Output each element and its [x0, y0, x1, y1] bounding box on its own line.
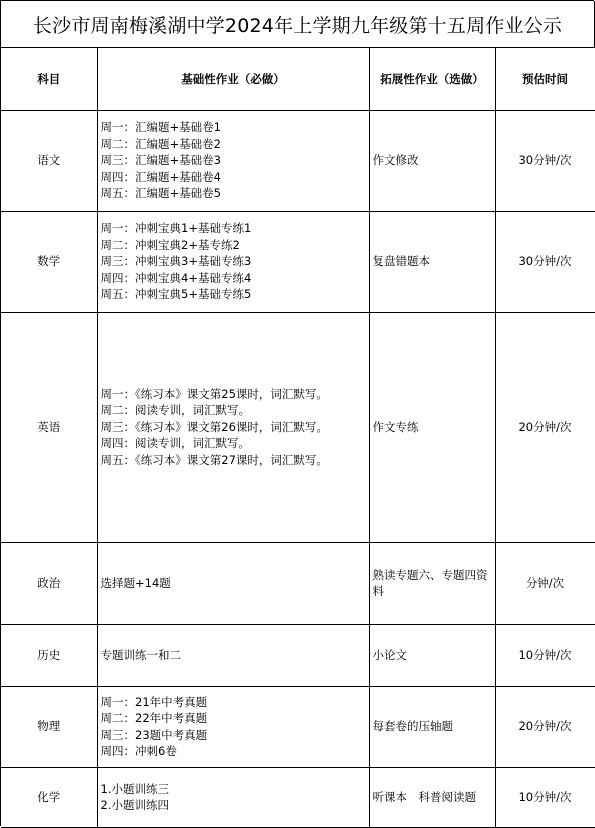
subject-cell: 物理 [1, 686, 97, 767]
basic-line: 周三：冲刺宝典3+基础专练3 [100, 254, 252, 269]
time-cell: 30分钟/次 [495, 211, 595, 312]
subject-cell: 数学 [1, 211, 97, 312]
basic-line: 周五：《练习本》课文第27课时，词汇默写。 [100, 452, 328, 467]
basic-line: 周三：汇编题+基础卷3 [100, 153, 221, 168]
basic-line: 选择题+14题 [100, 575, 171, 590]
extended-cell: 复盘错题本 [369, 211, 495, 312]
extended-cell: 作文专练 [369, 312, 495, 542]
basic-cell [97, 624, 369, 686]
basic-line: 周一：21年中考真题 [100, 694, 208, 709]
page-title: 长沙市周南梅溪湖中学2024年上学期九年级第十五周作业公示 [1, 1, 595, 48]
extended-cell [369, 542, 495, 624]
extended-cell: 作文修改 [369, 110, 495, 211]
basic-line: 1.小题训练三 [100, 781, 169, 796]
header-time: 预估时间 [495, 48, 595, 110]
basic-cell [97, 767, 369, 827]
extended-cell: 每套卷的压轴题 [369, 686, 495, 767]
subject-cell: 英语 [1, 312, 97, 542]
subject-cell: 化学 [1, 767, 97, 827]
basic-line: 周二：22年中考真题 [100, 711, 208, 725]
basic-line: 周二：汇编题+基础卷2 [100, 136, 221, 151]
basic-cell [97, 312, 369, 542]
basic-cell [97, 211, 369, 312]
basic-line: 专题训练一和二 [100, 647, 181, 662]
basic-line: 周四：冲刺宝典4+基础专练4 [100, 270, 252, 285]
time-cell: 20分钟/次 [495, 312, 595, 542]
time-cell: 分钟/次 [495, 542, 595, 624]
time-cell: 10分钟/次 [495, 624, 595, 686]
basic-cell [97, 686, 369, 767]
subject-cell: 政治 [1, 542, 97, 624]
subject-cell: 历史 [1, 624, 97, 686]
table-row [1, 110, 595, 211]
basic-line: 周五：汇编题+基础卷5 [100, 186, 221, 201]
basic-line: 周二：冲刺宝典2+基专练2 [100, 237, 240, 252]
header-basic: 基础性作业（必做） [97, 48, 369, 110]
basic-line: 周一：《练习本》课文第25课时，词汇默写。 [100, 386, 328, 401]
header-row [1, 48, 595, 110]
table-row [1, 686, 595, 767]
header-extended: 拓展性作业（选做） [369, 48, 495, 110]
table-row [1, 312, 595, 542]
basic-line: 周四：冲刺6卷 [100, 744, 177, 758]
extended-cell: 听课本 科普阅读题 [369, 767, 495, 827]
table-row [1, 767, 595, 827]
extended-cell: 小论文 [369, 624, 495, 686]
table-row [1, 624, 595, 686]
extended-text: 熟读专题六、专题四资料 [372, 567, 488, 598]
time-cell: 30分钟/次 [495, 110, 595, 211]
time-cell: 20分钟/次 [495, 686, 595, 767]
basic-line: 周四：汇编题+基础卷4 [100, 169, 221, 184]
subject-cell: 语文 [1, 110, 97, 211]
table-row [1, 542, 595, 624]
homework-table [1, 48, 595, 828]
basic-cell [97, 542, 369, 624]
basic-cell [97, 110, 369, 211]
basic-line: 周三：23题中考真题 [100, 727, 208, 742]
basic-line: 周五：冲刺宝典5+基础专练5 [100, 287, 252, 302]
header-subject: 科目 [1, 48, 97, 110]
table-row [1, 211, 595, 312]
time-cell: 10分钟/次 [495, 767, 595, 827]
basic-line: 周四：阅读专训，词汇默写。 [100, 436, 250, 451]
basic-line: 周一：汇编题+基础卷1 [100, 120, 221, 135]
basic-line: 2.小题训练四 [100, 798, 169, 812]
basic-line: 周一：冲刺宝典1+基础专练1 [100, 221, 252, 236]
basic-line: 周二：阅读专训，词汇默写。 [100, 403, 250, 418]
basic-line: 周三：《练习本》课文第26课时，词汇默写。 [100, 419, 328, 434]
